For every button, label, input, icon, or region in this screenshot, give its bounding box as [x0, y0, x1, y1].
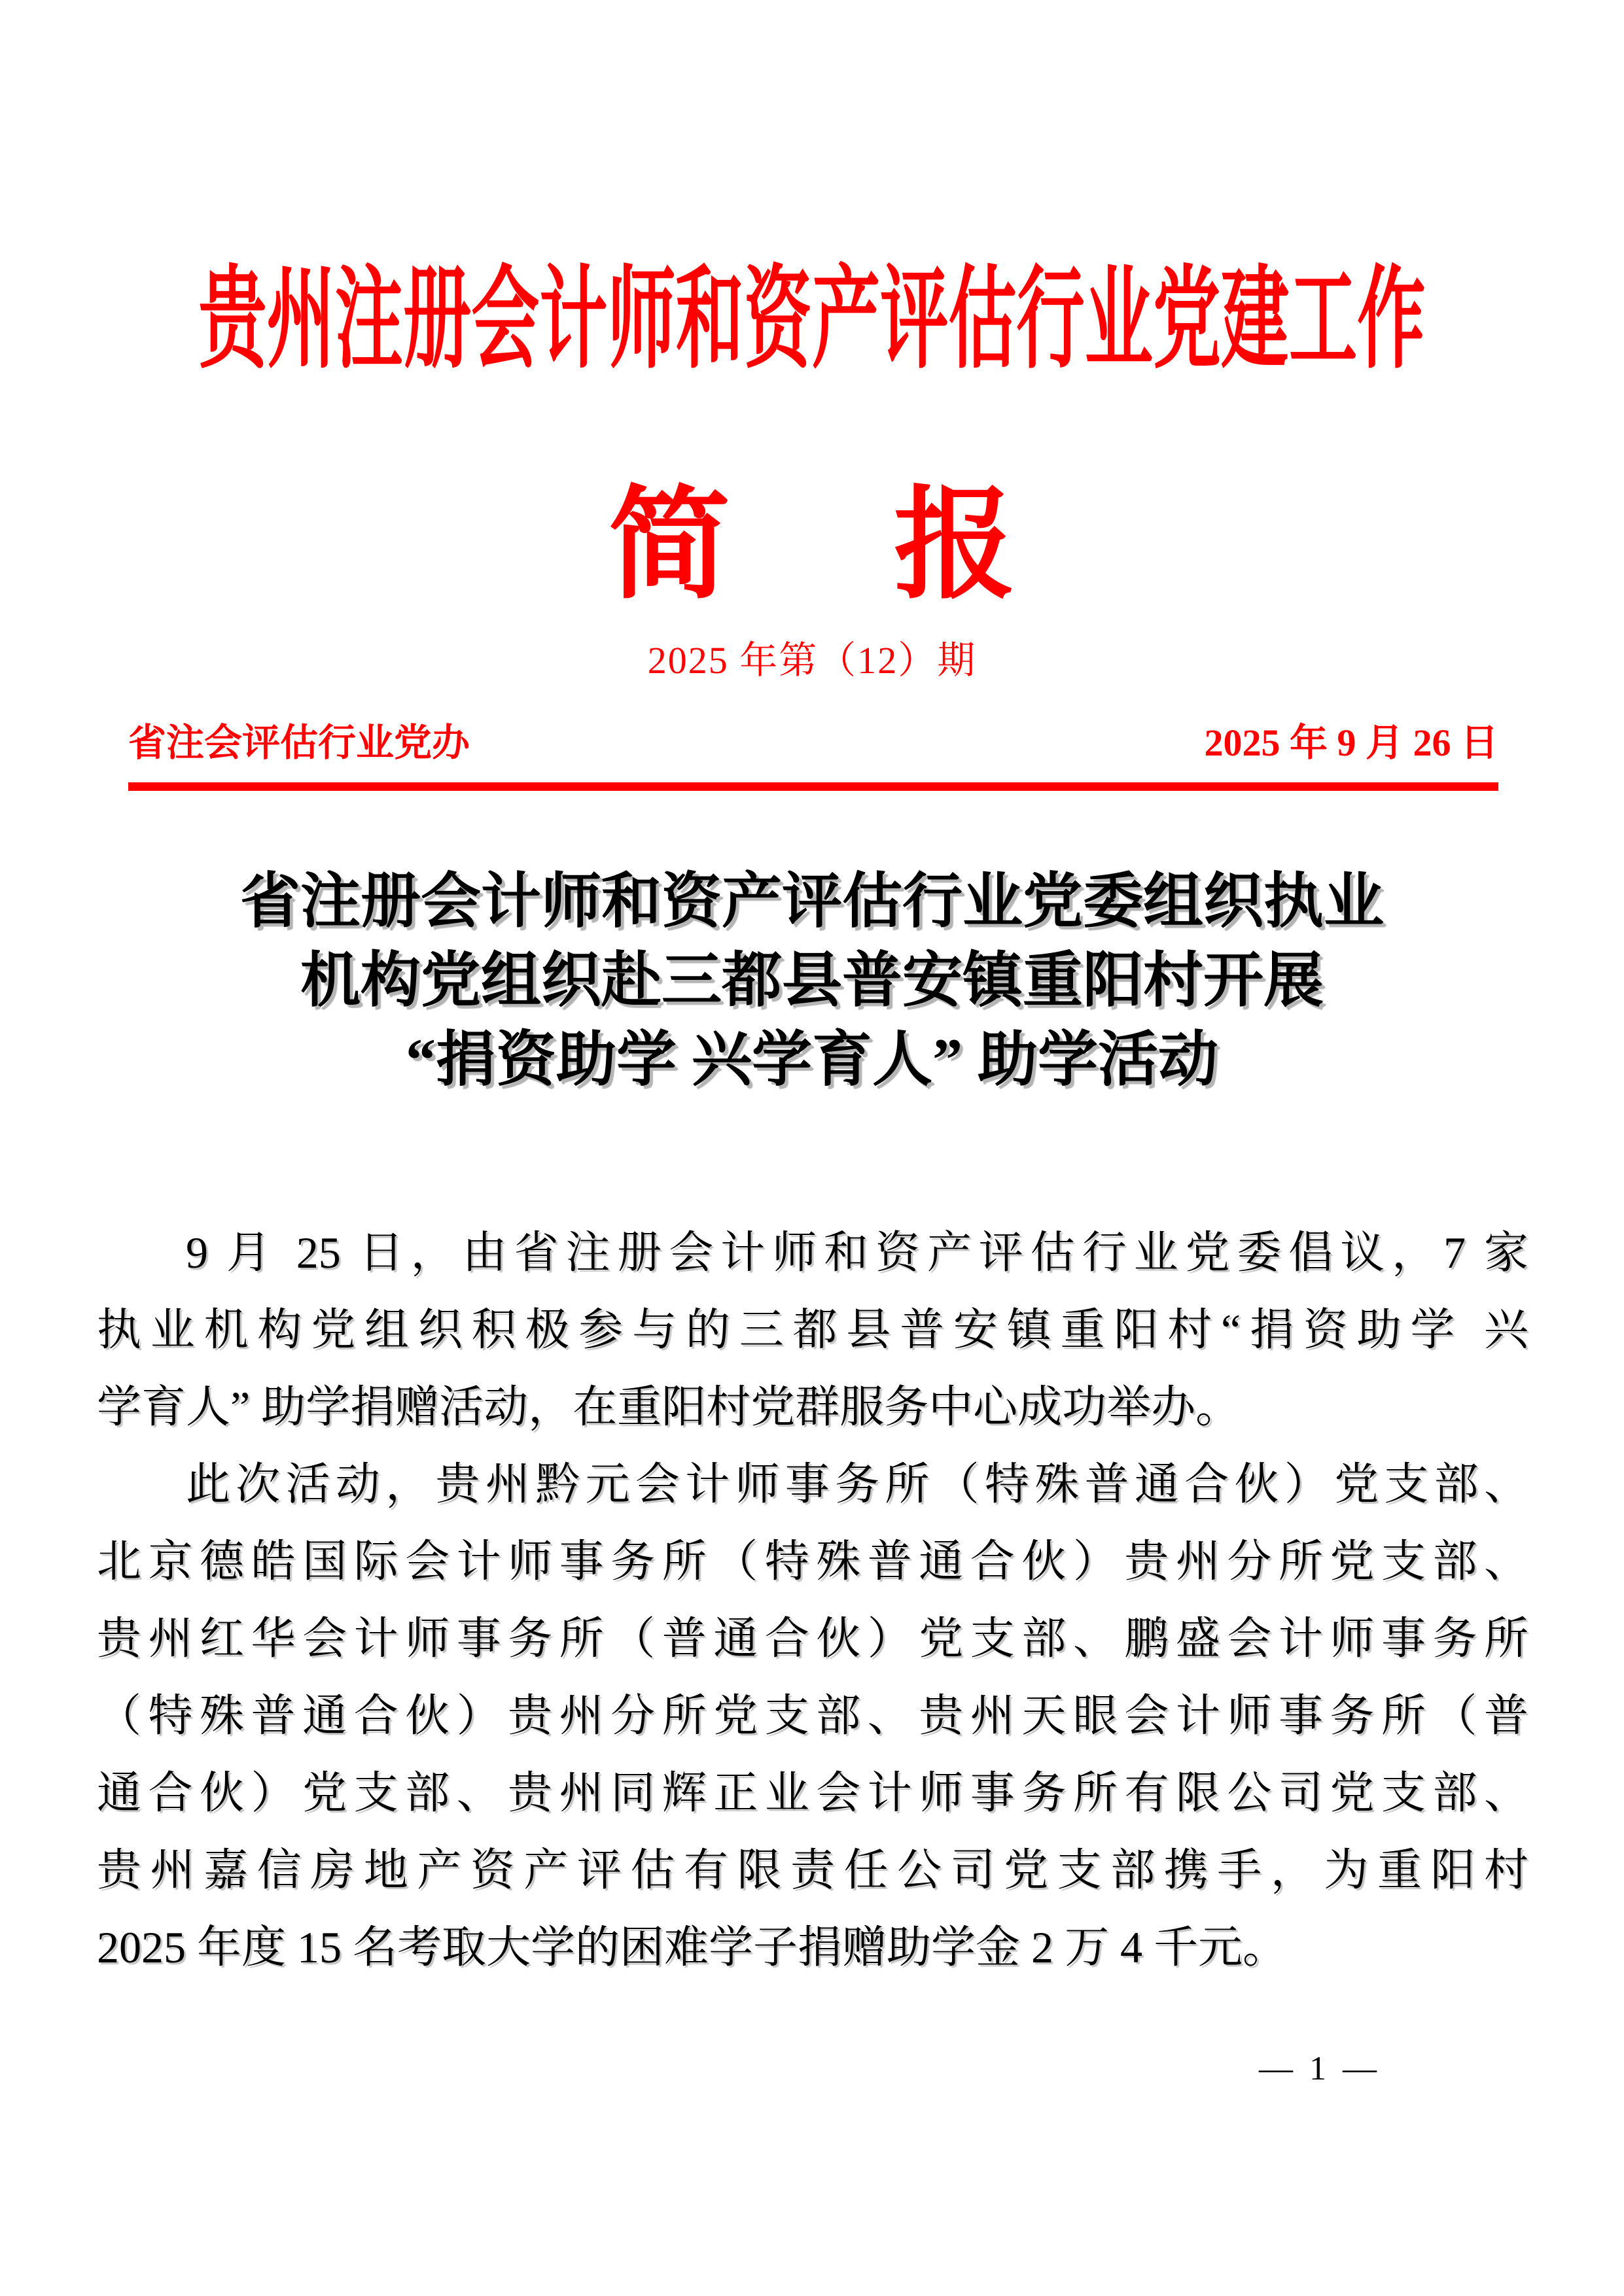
body-line: 北京德皓国际会计师事务所（特殊普通合伙）贵州分所党支部、 — [97, 1537, 1528, 1586]
red-divider-rule — [128, 782, 1498, 791]
masthead-subtitle — [0, 479, 1624, 614]
body-line: 贵州嘉信房地产资产评估有限责任公司党支部携手，为重阳村 — [97, 1845, 1528, 1895]
body-line: 通合伙）党支部、贵州同辉正业会计师事务所有限公司党支部、 — [97, 1768, 1528, 1818]
masthead-meta-row — [128, 718, 1498, 767]
body-line: （特殊普通合伙）贵州分所党支部、贵州天眼会计师事务所（普 — [97, 1691, 1528, 1741]
article-title-line-2: 机构党组织赴三都县普安镇重阳村开展 — [300, 947, 1324, 1014]
article-title — [0, 862, 1624, 1100]
body-line: 贵州红华会计师事务所（普通合伙）党支部、鹏盛会计师事务所 — [97, 1614, 1528, 1663]
issue-number: 2025 年第（12）期 — [647, 639, 977, 682]
article-title-line-1: 省注册会计师和资产评估行业党委组织执业 — [239, 868, 1384, 935]
body-line: 执业机构党组织积极参与的三都县普安镇重阳村“捐资助学 兴 — [97, 1305, 1528, 1355]
issuing-office: 省注会评估行业党办 — [128, 722, 470, 764]
body-line: 学育人” 助学捐赠活动，在重阳村党群服务中心成功举办。 — [97, 1382, 1241, 1432]
body-line: 2025 年度 15 名考取大学的困难学子捐赠助学金 2 万 4 千元。 — [97, 1922, 1288, 1972]
body-line: 此次活动，贵州黔元会计师事务所（特殊普通合伙）党支部、 — [186, 1459, 1528, 1509]
paragraph-1 — [97, 1214, 1528, 1446]
masthead-title: 贵州注册会计师和资产评估行业党建工作 — [198, 258, 1426, 383]
masthead-subtitle-char-1: 简 — [608, 479, 730, 614]
paragraph-2 — [97, 1446, 1528, 1986]
article-title-line-3: “捐资助学 兴学育人” 助学活动 — [405, 1026, 1218, 1093]
publish-date: 2025 年 9 月 26 日 — [1204, 722, 1498, 764]
body-line: 9 月 25 日，由省注册会计师和资产评估行业党委倡议，7 家 — [186, 1228, 1528, 1278]
page-number: — 1 — — [1259, 2050, 1381, 2087]
article-body — [97, 1214, 1528, 1986]
masthead-subtitle-char-2: 报 — [894, 479, 1016, 614]
